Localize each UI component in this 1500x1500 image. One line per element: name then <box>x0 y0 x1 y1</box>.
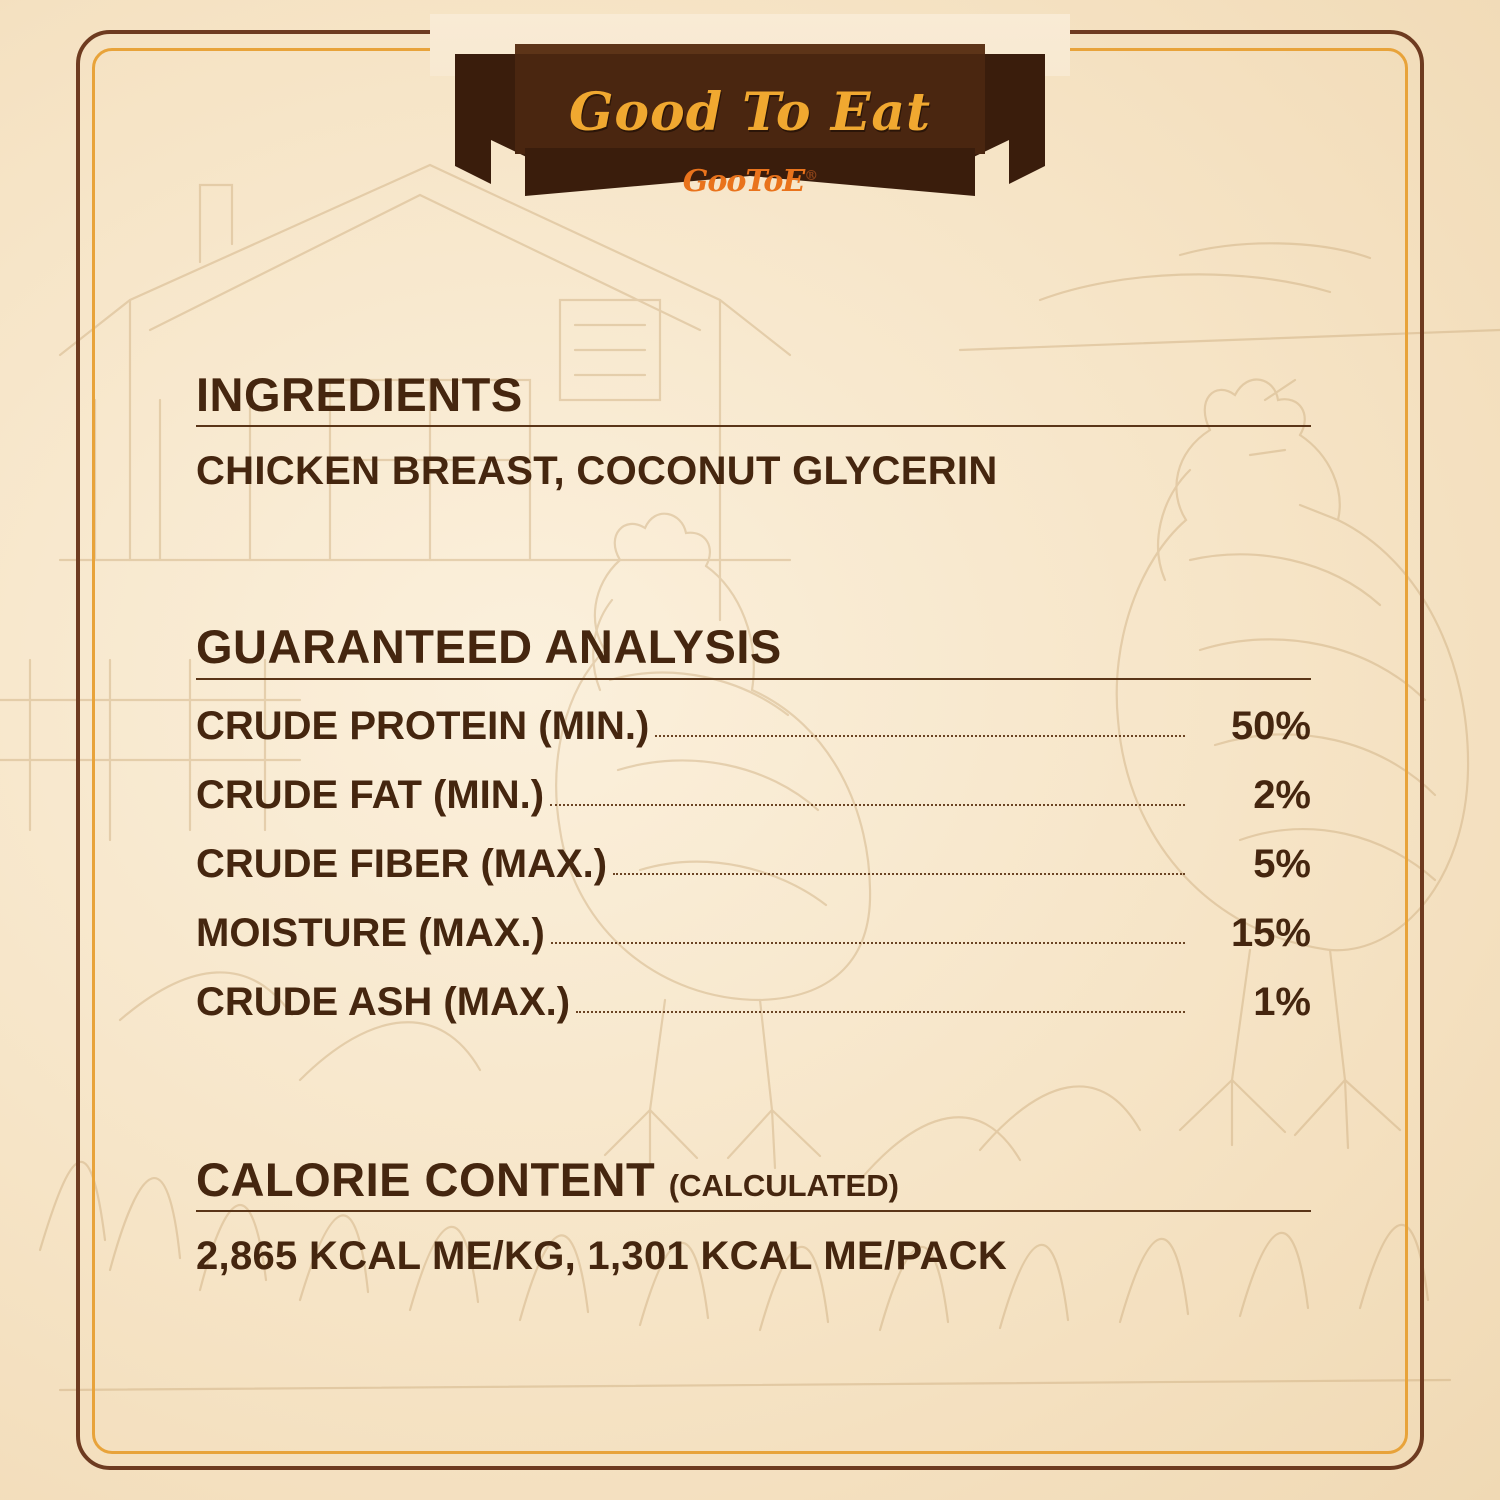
dot-leader <box>551 941 1185 944</box>
nutrient-label: MOISTURE (MAX.) <box>196 910 545 955</box>
nutrient-value: 1% <box>1253 979 1311 1024</box>
calorie-content-heading <box>196 1152 1311 1206</box>
calorie-content-divider <box>196 1210 1311 1212</box>
guaranteed-analysis-divider <box>196 678 1311 680</box>
brand-banner <box>455 36 1045 199</box>
ingredients-divider <box>196 425 1311 427</box>
calorie-content-text: 2,865 KCAL ME/KG, 1,301 KCAL ME/PACK <box>196 1234 1008 1279</box>
label-content <box>196 370 1311 1279</box>
nutrient-label: CRUDE FIBER (MAX.) <box>196 841 608 886</box>
nutrient-value: 15% <box>1230 910 1311 955</box>
nutrient-value: 5% <box>1253 841 1311 886</box>
table-row <box>196 773 1311 818</box>
dot-leader <box>550 803 1185 806</box>
spacer-after-analysis <box>196 1025 1311 1155</box>
spacer-after-ingredients <box>196 494 1311 622</box>
ingredients-heading: INGREDIENTS <box>196 368 523 421</box>
nutrient-label: CRUDE PROTEIN (MIN.) <box>196 703 650 748</box>
table-row <box>196 980 1311 1025</box>
brand-logo-text <box>455 164 1045 199</box>
dot-leader <box>576 1010 1185 1013</box>
dot-leader <box>613 872 1185 875</box>
brand-logo-word: GooToE <box>682 164 805 199</box>
nutrient-label: CRUDE ASH (MAX.) <box>196 979 571 1024</box>
nutrient-label: CRUDE FAT (MIN.) <box>196 772 545 817</box>
registered-trademark-icon: ® <box>804 168 818 184</box>
table-row <box>196 842 1311 887</box>
calorie-content-heading-main: CALORIE CONTENT <box>196 1152 656 1206</box>
nutrient-value: 2% <box>1253 772 1311 817</box>
table-row <box>196 911 1311 956</box>
nutrient-value: 50% <box>1230 703 1311 748</box>
guaranteed-analysis-heading: GUARANTEED ANALYSIS <box>196 620 782 674</box>
ingredients-text: CHICKEN BREAST, COCONUT GLYCERIN <box>196 449 998 494</box>
dot-leader <box>655 734 1185 737</box>
calorie-content-heading-suffix: (CALCULATED) <box>668 1167 899 1203</box>
table-row <box>196 704 1311 749</box>
brand-title: Good To Eat <box>568 82 932 143</box>
